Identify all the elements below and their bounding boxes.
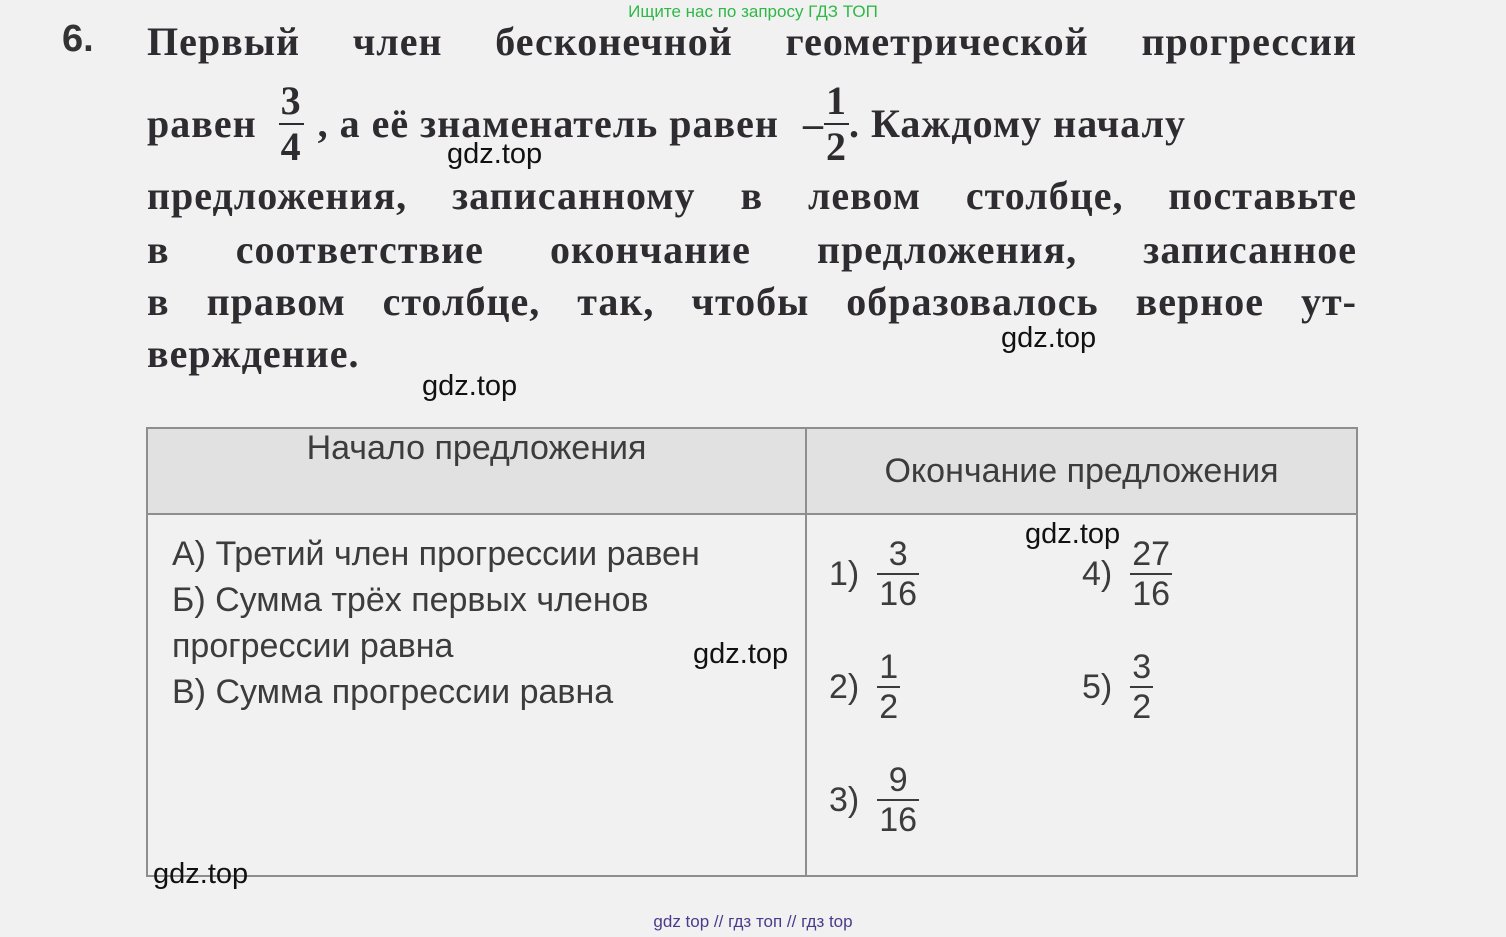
option-4-numerator: 27 <box>1132 535 1171 573</box>
option-1 <box>829 537 919 611</box>
ratio-numerator: 1 <box>825 78 847 123</box>
first-term-numerator: 3 <box>280 78 302 123</box>
watermark: gdz.top <box>693 638 789 670</box>
task-line-1: Первый член бесконечной геометрической прогрессии <box>147 19 1357 64</box>
search-banner: Ищите нас по запросу ГДЗ ТОП <box>628 2 878 21</box>
start-item-b-continued: прогрессии равна <box>172 627 454 665</box>
ratio-denominator: 2 <box>825 124 847 169</box>
task-line-3: предложения, записанному в левом столбце, поставьте <box>147 173 1357 218</box>
option-3-numerator: 9 <box>888 761 908 799</box>
sentence-starts-cell <box>147 514 806 876</box>
option-1-numerator: 3 <box>888 535 908 573</box>
first-term-denominator: 4 <box>280 124 302 169</box>
option-2 <box>829 650 900 724</box>
task-line-4: в соответствие окончание предложения, записанное <box>147 227 1357 272</box>
start-item-b: Б) Сумма трёх первых членов <box>172 581 649 619</box>
task-line-2 <box>147 78 1357 170</box>
option-5-label: 5) <box>1082 667 1113 706</box>
header-sentence-start: Начало предложения <box>147 428 806 514</box>
watermark: gdz.top <box>153 858 249 890</box>
option-5 <box>1082 650 1153 724</box>
first-term-fraction <box>279 78 304 169</box>
option-5-numerator: 3 <box>1132 648 1152 686</box>
task-line-5: в правом столбце, так, чтобы образовалось верное ут- <box>147 279 1357 324</box>
option-4-denominator: 16 <box>1132 575 1171 613</box>
ratio-fraction <box>824 78 849 169</box>
option-1-denominator: 16 <box>879 575 918 613</box>
watermark: gdz.top <box>1025 518 1121 550</box>
ratio-sign: – <box>802 101 824 146</box>
header-sentence-end: Окончание предложения <box>806 428 1357 514</box>
option-5-denominator: 2 <box>1132 688 1152 726</box>
option-4-label: 4) <box>1082 554 1113 593</box>
option-3 <box>829 763 919 837</box>
task-line-2-middle: , а её знаменатель равен <box>317 101 779 146</box>
option-2-numerator: 1 <box>879 648 899 686</box>
sentence-ends-cell <box>806 514 1357 876</box>
option-2-label: 2) <box>829 667 860 706</box>
start-item-c: В) Сумма прогрессии равна <box>172 673 614 711</box>
option-2-denominator: 2 <box>879 688 899 726</box>
watermark: gdz.top <box>422 370 518 402</box>
watermark: gdz.top <box>447 138 543 170</box>
option-3-label: 3) <box>829 780 860 819</box>
task-line-2-end: . Каждому началу <box>848 101 1186 146</box>
option-1-label: 1) <box>829 554 860 593</box>
task-line-6: верждение. <box>147 331 360 376</box>
watermark: gdz.top <box>1001 322 1097 354</box>
task-number: 6. <box>62 18 94 60</box>
task-line-2-start: равен <box>147 101 257 146</box>
option-3-denominator: 16 <box>879 801 918 839</box>
footer-links: gdz top // гдз топ // гдз top <box>653 912 853 931</box>
start-item-a: А) Третий член прогрессии равен <box>172 535 700 573</box>
